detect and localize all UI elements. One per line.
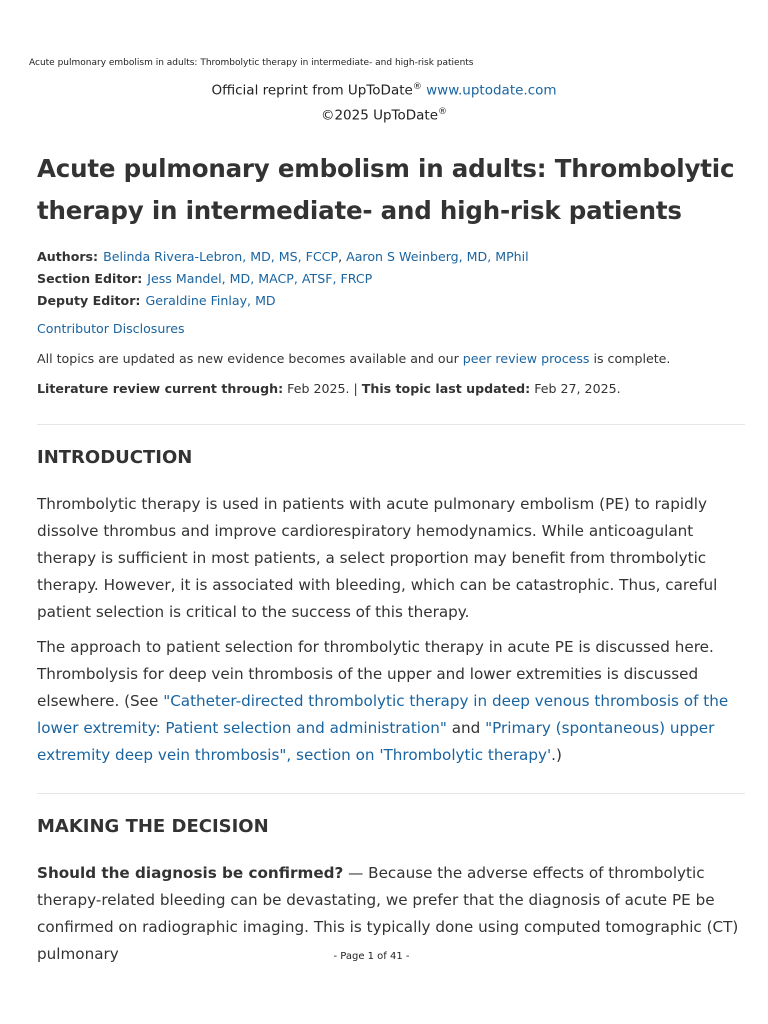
contributors — [37, 246, 745, 312]
introduction-paragraph — [37, 634, 745, 769]
reprint-notice — [0, 77, 768, 126]
section-divider — [37, 793, 745, 794]
decision-text: — Because the adverse effects of thrombolytic therapy-related bleeding can be devastating, we prefer that the diagnosis of acute PE be confirmed on radiographic imaging. This is typically done using computed tomographic (CT) pulmonary — [37, 864, 739, 963]
update-note — [37, 350, 745, 368]
paragraph-text: and — [446, 719, 486, 737]
running-head: Acute pulmonary embolism in adults: Thrombolytic therapy in intermediate- and high-risk patients — [29, 58, 474, 68]
making-decision-heading: MAKING THE DECISION — [37, 816, 269, 837]
uptodate-link[interactable]: www.uptodate.com — [426, 82, 557, 99]
section-editor-label: Section Editor: — [37, 271, 143, 286]
literature-label: Literature review current through: — [37, 381, 284, 396]
deputy-editor-row — [37, 290, 745, 312]
section-divider — [37, 424, 745, 425]
literature-review — [37, 380, 745, 398]
decision-lead: Should the diagnosis be confirmed? — [37, 864, 344, 882]
topic-link[interactable]: "Catheter-directed thrombolytic therapy in deep venous thrombosis of the lower extremity: Patient selection and administration" — [37, 692, 729, 737]
deputy-editor-label: Deputy Editor: — [37, 293, 141, 308]
section-editor-link[interactable]: Jess Mandel, MD, MACP, ATSF, FRCP — [147, 271, 373, 286]
author-link[interactable]: Aaron S Weinberg, MD, MPhil — [346, 249, 529, 264]
update-note-end: is complete. — [589, 351, 671, 366]
contributor-disclosures-link[interactable]: Contributor Disclosures — [37, 321, 185, 336]
deputy-editor-link[interactable]: Geraldine Finlay, MD — [145, 293, 276, 308]
topic-link[interactable]: "Primary (spontaneous) upper extremity deep vein thrombosis", section on 'Thrombolytic therapy' — [37, 719, 715, 764]
last-updated-label: This topic last updated: — [361, 381, 531, 396]
introduction-paragraph: Thrombolytic therapy is used in patients with acute pulmonary embolism (PE) to rapidly dissolve thrombus and improve cardiorespiratory hemodynamics. While anticoagulant therapy is sufficient in most patients, a select proportion may benefit from thrombolytic therapy. However, it is associated with bleeding, which can be catastrophic. Thus, careful patient selection is critical to the success of this therapy. — [37, 495, 718, 621]
authors-label: Authors: — [37, 249, 99, 264]
introduction-heading: INTRODUCTION — [37, 447, 193, 468]
paragraph-text: .) — [551, 746, 562, 764]
copyright-text: ©2025 UpToDate — [320, 107, 439, 123]
reprint-prefix: Official reprint from UpToDate — [211, 82, 413, 99]
author-separator: , — [338, 249, 343, 264]
section-editor-row — [37, 268, 745, 290]
peer-review-link[interactable]: peer review process — [462, 351, 590, 366]
paragraph-text: The approach to patient selection for thrombolytic therapy in acute PE is discussed here. Thrombolysis for deep vein thrombosis of the upper and lower extremities is discussed elsewhere. (See — [37, 638, 714, 710]
registered-mark: ® — [438, 106, 448, 117]
registered-mark: ® — [412, 82, 422, 92]
article-title: Acute pulmonary embolism in adults: Thrombolytic therapy in intermediate- and high-risk patients — [37, 154, 735, 225]
update-note-text: All topics are updated as new evidence becomes available and our — [37, 351, 463, 366]
article — [37, 148, 745, 968]
copyright-line — [0, 102, 768, 127]
author-link[interactable]: Belinda Rivera-Lebron, MD, MS, FCCP — [103, 249, 339, 264]
reprint-line — [0, 77, 768, 102]
disclosures-row — [37, 320, 745, 338]
literature-value: Feb 2025. | — [283, 381, 362, 396]
authors-row — [37, 246, 745, 268]
page-number: - Page 1 of 41 - — [333, 951, 410, 962]
last-updated-value: Feb 27, 2025. — [530, 381, 621, 396]
